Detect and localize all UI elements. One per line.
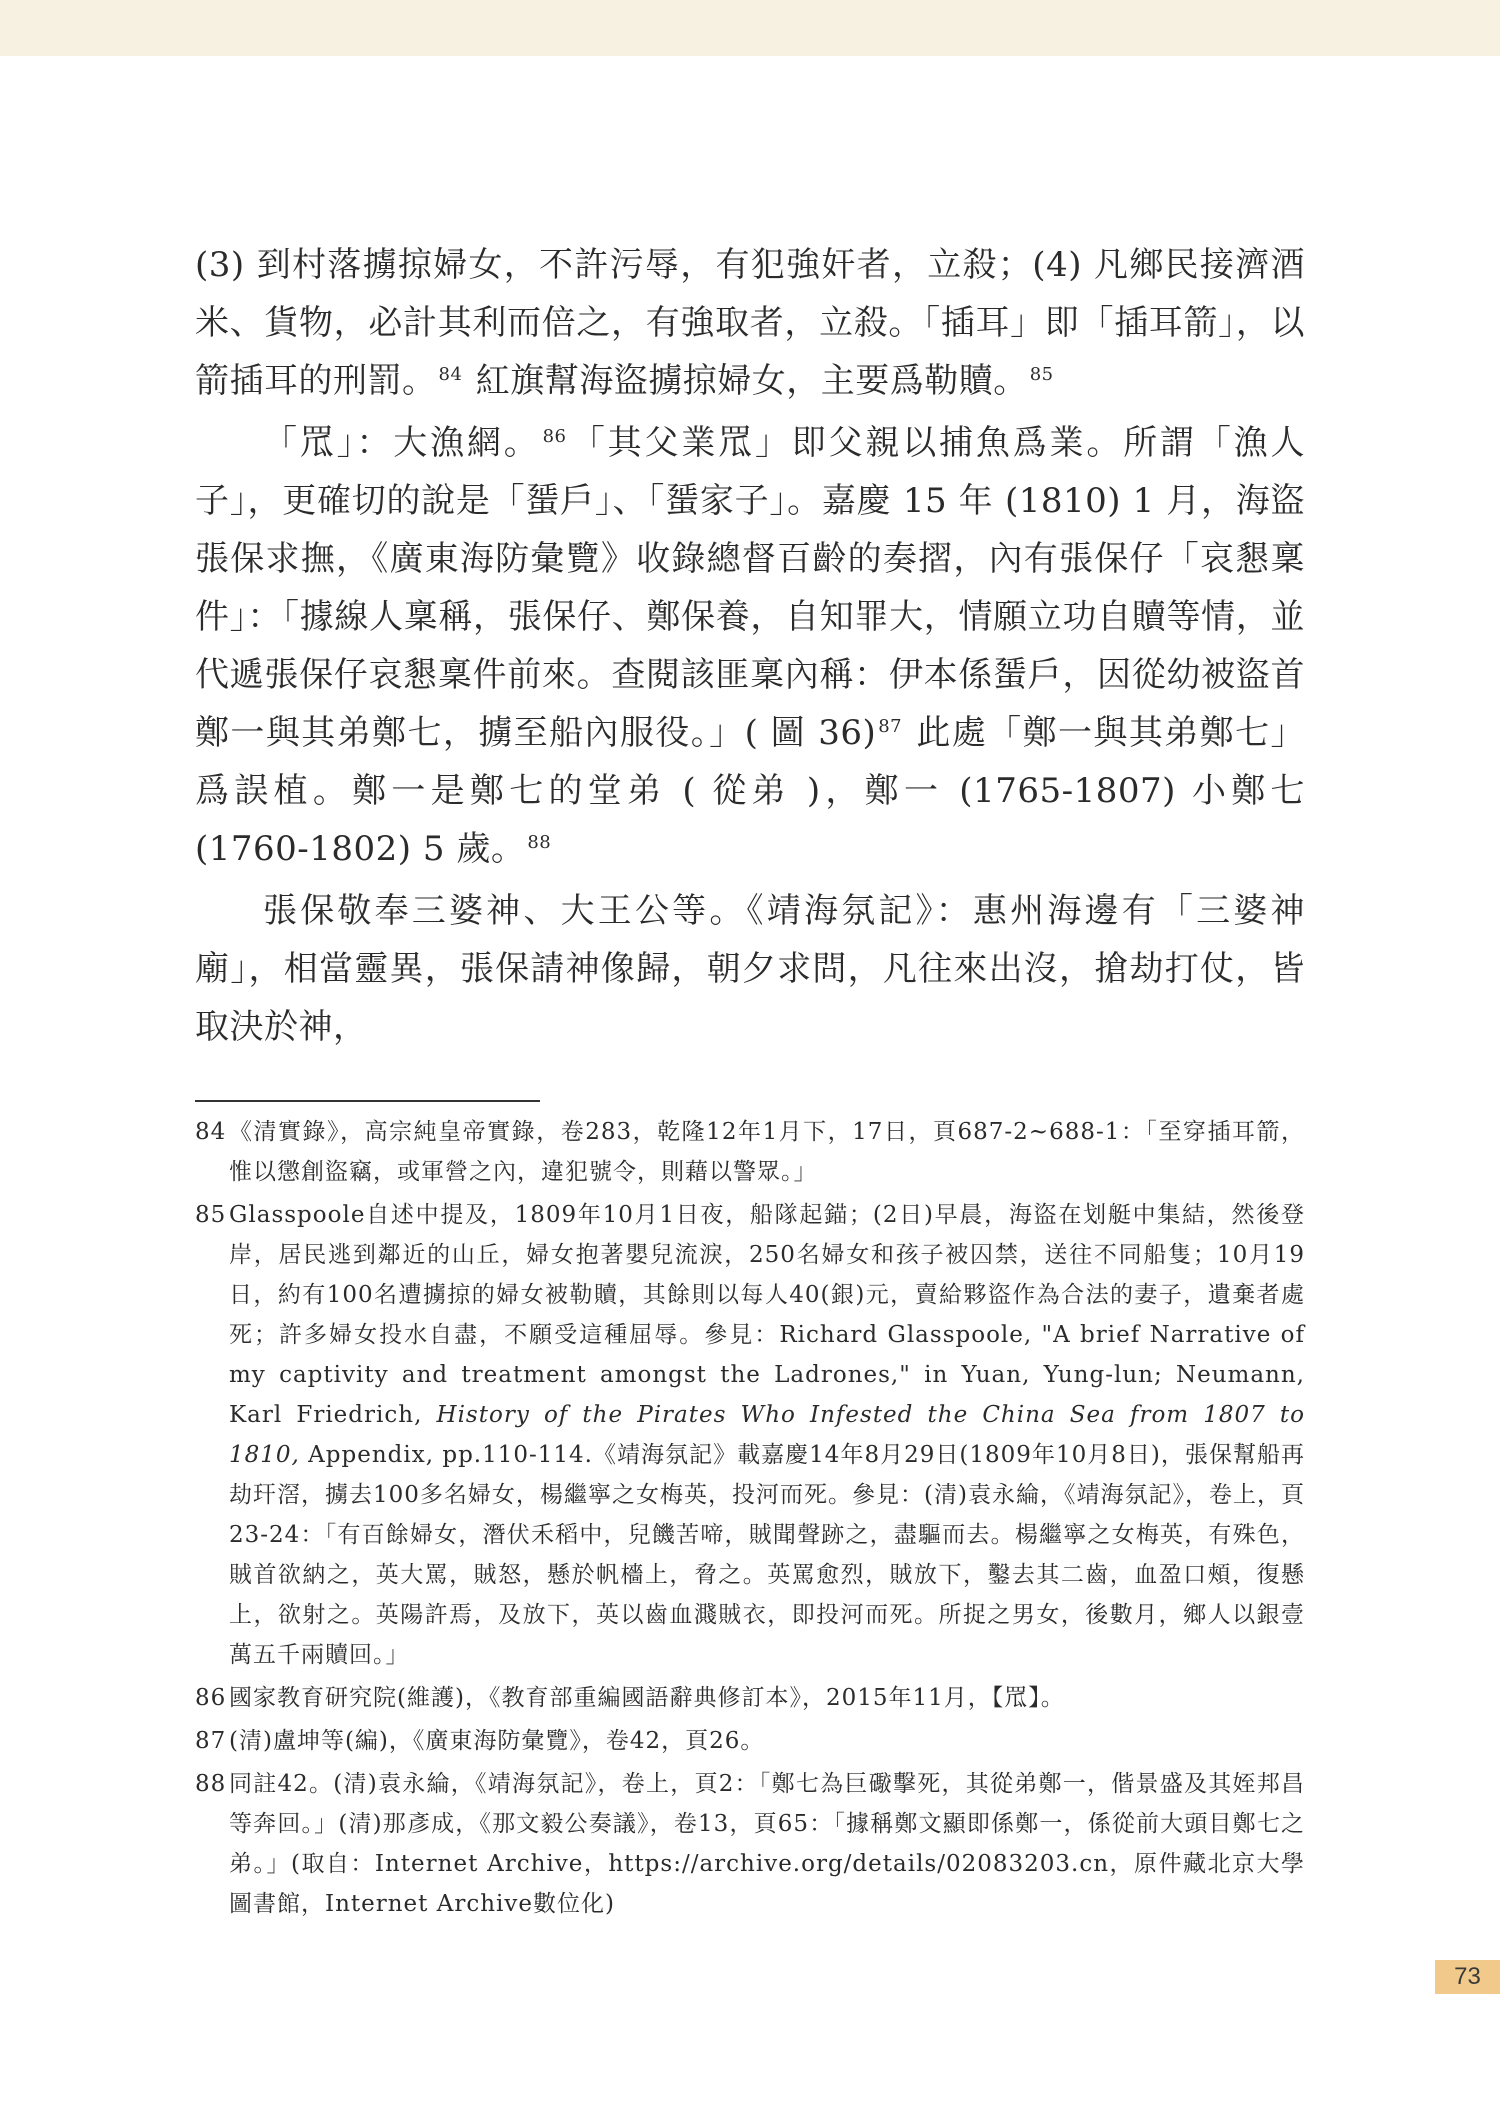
paragraph-text: 紅旗幫海盜擄掠婦女，主要爲勒贖。 — [464, 361, 1028, 401]
paragraph-text: 「罛」：大漁網。 — [263, 423, 541, 463]
footnote-87 — [195, 1721, 1305, 1761]
body-paragraph — [195, 236, 1305, 410]
footnote-ref-85[interactable]: 85 — [1029, 364, 1054, 385]
book-title-italic: History of the Pirates Who Infested the China Sea from 1807 to 1810, — [229, 1402, 1306, 1468]
footnote-text-part: Appendix, pp.110-114.《靖海氛記》載嘉慶14年8月29日(1809年10月8日)，張保幫船再劫玕滘，擄去100多名婦女，楊繼寧之女梅英，投河而死。參見：(清)袁永綸，《靖海氛記》，卷上，頁23-24：「有百餘婦女，潛伏禾稻中，兒饑苦啼，賊聞聲跡之，盡驅而去。楊繼寧之女梅英，有殊色，賊首欲納之，英大罵，賊怒，懸於帆檣上，脅之。英罵愈烈，賊放下，鑿去其二齒，血盈口頰，復懸上，欲射之。英陽許焉，及放下，英以齒血濺賊衣，即投河而死。所捉之男女，後數月，鄉人以銀壹萬五千兩贖回。」 — [229, 1442, 1305, 1668]
footnotes-section — [195, 1112, 1305, 1927]
footnote-88 — [195, 1764, 1305, 1924]
footnote-ref-86[interactable]: 86 — [542, 426, 567, 447]
footnote-ref-88[interactable]: 88 — [527, 832, 552, 853]
footnote-number: 88 — [195, 1771, 227, 1797]
body-paragraph — [195, 882, 1305, 1056]
footnote-number: 86 — [195, 1685, 227, 1711]
footnote-84 — [195, 1112, 1305, 1192]
footnote-85 — [195, 1195, 1305, 1675]
footnote-text: 同註42。(清)袁永綸，《靖海氛記》，卷上，頁2：「鄭七為巨礮擊死，其從弟鄭一，偕景盛及其姪邦昌等奔回。」(清)那彥成，《那文毅公奏議》，卷13，頁65：「據稱鄭文顯即係鄭一，係從前大頭目鄭七之弟。」(取自：Internet Archive，https://archive.org/details/02083203.cn，原件藏北京大學圖書館，Internet Archive數位化) — [229, 1771, 1305, 1917]
footnote-ref-87[interactable]: 87 — [878, 716, 903, 737]
footnote-number: 85 — [195, 1202, 227, 1228]
footnote-text: (清)盧坤等(編)，《廣東海防彙覽》，卷42，頁26。 — [229, 1728, 765, 1754]
footnote-number: 87 — [195, 1728, 227, 1754]
body-paragraph — [195, 414, 1305, 878]
main-body-text — [195, 236, 1305, 1056]
footnote-text: 國家教育研究院(維護)，《教育部重編國語辭典修訂本》，2015年11月，【罛】。 — [229, 1685, 1065, 1711]
paragraph-text: 「其父業罛」即父親以捕魚爲業。所謂「漁人子」，更確切的說是「蜑戶」、「蜑家子」。嘉慶 15 年 (1810) 1 月，海盜張保求撫，《廣東海防彙覽》收錄總督百齡的奏摺，內有張保仔「哀懇稟件」：「據線人稟稱，張保仔、鄭保養，自知罪大，情願立功自贖等情，並代遞張保仔哀懇稟件前來。查閱該匪稟內稱：伊本係蜑戶，因從幼被盜首鄭一與其弟鄭七，擄至船內服役。」( 圖 36) — [195, 423, 1306, 753]
footnote-text-part: Glasspoole自述中提及，1809年10月1日夜，船隊起錨；(2日)早晨，海盜在划艇中集結，然後登岸，居民逃到鄰近的山丘，婦女抱著嬰兒流淚，250名婦女和孩子被囚禁，送往不同船隻；10月19日，約有100名遭擄掠的婦女被勒贖，其餘則以每人40(銀)元，賣給夥盜作為合法的妻子，遺棄者處死；許多婦女投水自盡，不願受這種屈辱。參見：Richard Glasspoole, "A brief Narrative of my captivity and treatment amongst the Ladrones," in Yuan, Yung-lun; Neumann, Karl Friedrich, — [229, 1202, 1305, 1428]
paragraph-text: (3) 到村落擄掠婦女，不許污辱，有犯強奸者，立殺；(4) 凡鄉民接濟酒米、貨物，必計其利而倍之，有強取者，立殺。「插耳」即「插耳箭」，以箭插耳的刑罰。 — [195, 245, 1305, 401]
footnote-divider — [195, 1100, 540, 1102]
footnote-ref-84[interactable]: 84 — [438, 364, 463, 385]
paragraph-text: 此處「鄭一與其弟鄭七」爲誤植。鄭一是鄭七的堂弟 ( 從弟 )，鄭一 (1765-1807) 小鄭七 (1760-1802) 5 歲。 — [195, 713, 1305, 869]
footnote-86 — [195, 1678, 1305, 1718]
footnote-text — [229, 1195, 1305, 1675]
top-header-band — [0, 0, 1500, 56]
paragraph-text: 張保敬奉三婆神、大王公等。《靖海氛記》：惠州海邊有「三婆神廟」，相當靈異，張保請神像歸，朝夕求問，凡往來出沒，搶劫打仗，皆取決於神， — [195, 891, 1305, 1047]
footnote-text: 《清實錄》，高宗純皇帝實錄，卷283，乾隆12年1月下，17日，頁687-2~688-1：「至穿插耳箭，惟以懲創盜竊，或軍營之內，違犯號令，則藉以警眾。」 — [229, 1119, 1305, 1185]
footnote-number: 84 — [195, 1119, 227, 1145]
page-number: 73 — [1435, 1960, 1500, 1994]
